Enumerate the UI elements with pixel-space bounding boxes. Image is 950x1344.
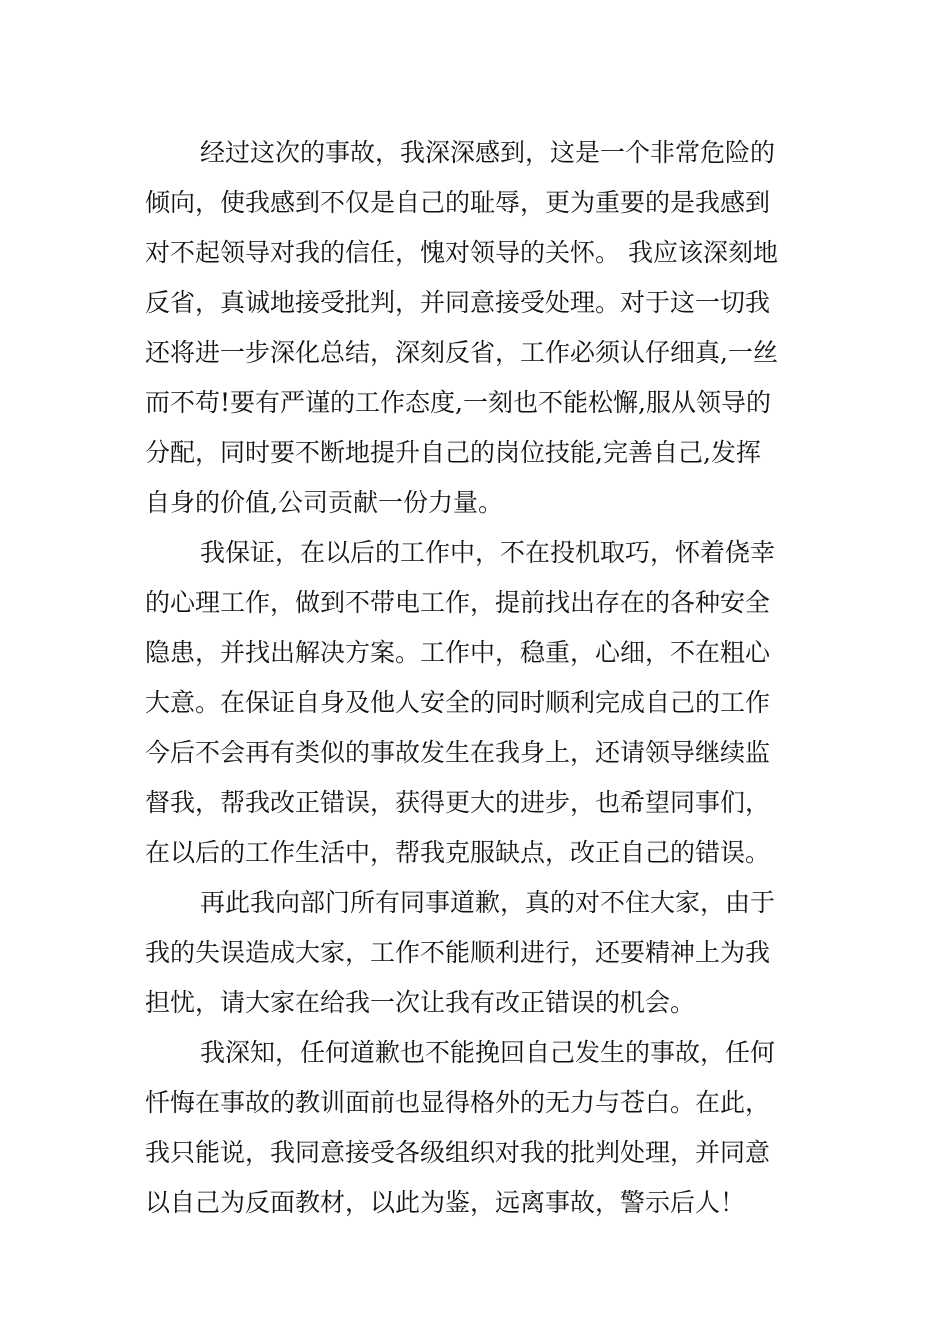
paragraph-line: 大意。在保证自身及他人安全的同时顺利完成自己的工作 — [145, 688, 771, 717]
paragraph-line: 倾向，使我感到不仅是自己的耻辱，更为重要的是我感到 — [145, 188, 771, 217]
paragraph-line: 督我，帮我改正错误，获得更大的进步，也希望同事们， — [145, 788, 771, 817]
paragraph-line: 经过这次的事故，我深深感到，这是一个非常危险的 — [200, 138, 776, 167]
paragraph-line: 分配，同时要不断地提升自己的岗位技能,完善自己,发挥 — [145, 438, 761, 467]
paragraph — [145, 128, 815, 528]
paragraph-line: 反省，真诚地接受批判，并同意接受处理。对于这一切我 — [145, 288, 771, 317]
paragraph-line: 以自己为反面教材，以此为鉴，远离事故，警示后人！ — [145, 1188, 746, 1217]
paragraph-line: 我深知，任何道歉也不能挽回自己发生的事故，任何 — [200, 1038, 776, 1067]
paragraph-line: 还将进一步深化总结，深刻反省，工作必须认仔细真,一丝 — [145, 338, 778, 367]
paragraph-line: 我的失误造成大家，工作不能顺利进行，还要精神上为我 — [145, 938, 771, 967]
paragraph-line: 担忧，请大家在给我一次让我有改正错误的机会。 — [145, 988, 696, 1017]
paragraph-line: 忏悔在事故的教训面前也显得格外的无力与苍白。在此， — [145, 1088, 771, 1117]
paragraph-line: 我只能说，我同意接受各级组织对我的批判处理，并同意 — [145, 1138, 771, 1167]
paragraph-line: 在以后的工作生活中，帮我克服缺点，改正自己的错误。 — [145, 838, 771, 867]
paragraph — [145, 528, 815, 878]
document-body — [145, 128, 815, 1228]
paragraph-line: 隐患，并找出解决方案。工作中，稳重，心细，不在粗心 — [145, 638, 771, 667]
paragraph-line: 对不起领导对我的信任，愧对领导的关怀。 我应该深刻地 — [145, 238, 778, 267]
paragraph-line: 的心理工作，做到不带电工作，提前找出存在的各种安全 — [145, 588, 771, 617]
paragraph-line: 今后不会再有类似的事故发生在我身上，还请领导继续监 — [145, 738, 771, 767]
paragraph-line: 自身的价值,公司贡献一份力量。 — [145, 488, 503, 517]
paragraph-line: 我保证，在以后的工作中，不在投机取巧，怀着侥幸 — [200, 538, 776, 567]
paragraph — [145, 878, 815, 1028]
paragraph-line: 而不苟!要有严谨的工作态度,一刻也不能松懈,服从领导的 — [145, 388, 771, 417]
paragraph-line: 再此我向部门所有同事道歉，真的对不住大家，由于 — [200, 888, 776, 917]
paragraph — [145, 1028, 815, 1228]
